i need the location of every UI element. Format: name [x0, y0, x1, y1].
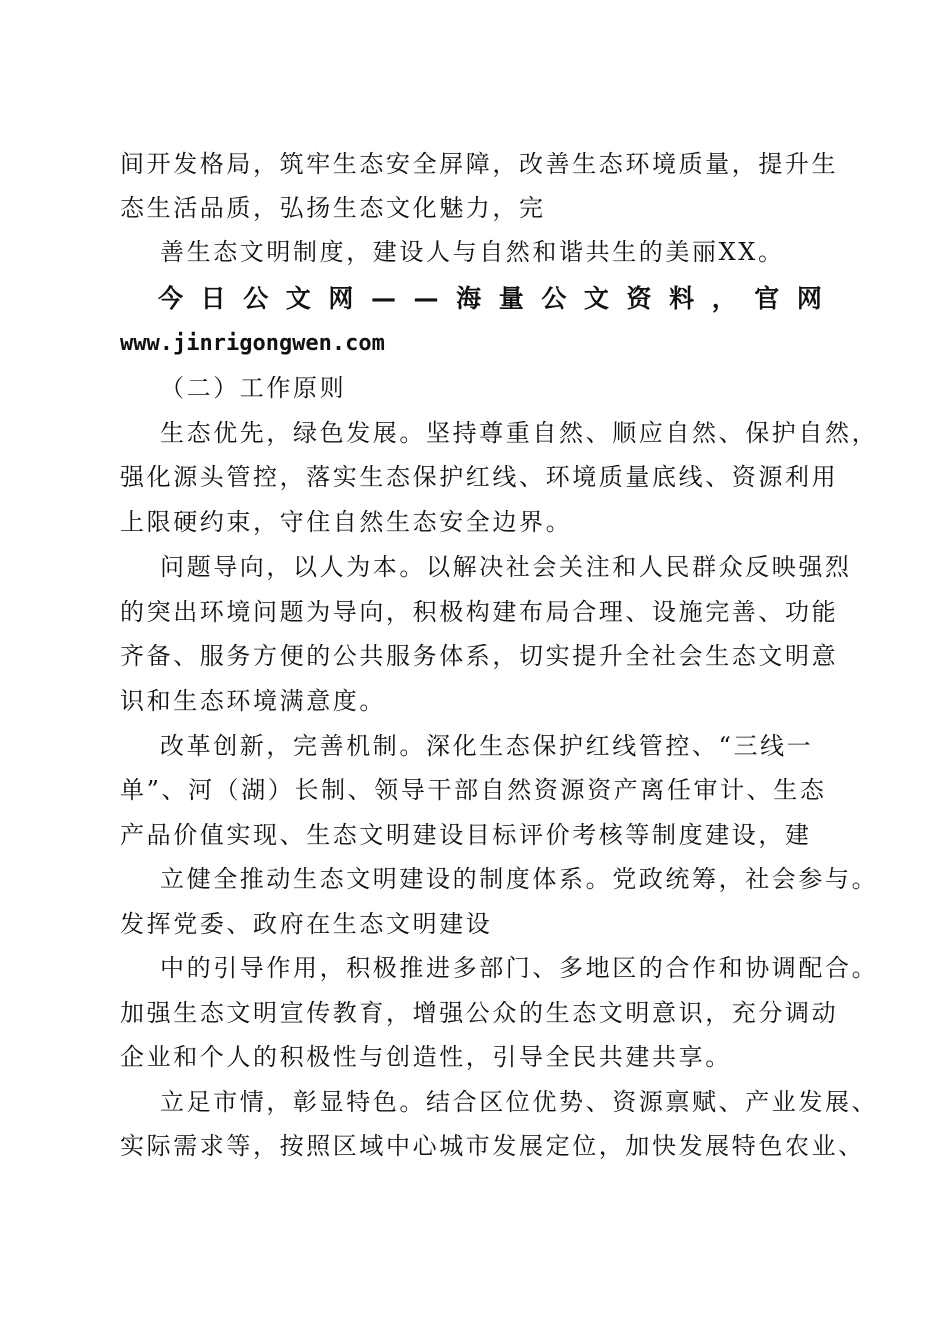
- paragraph-line: 问题导向，以人为本。以解决社会关注和人民群众反映强烈: [160, 553, 852, 581]
- paragraph-line: 实际需求等，按照区域中心城市发展定位，加快发展特色农业、: [120, 1132, 865, 1160]
- paragraph-line: 上限硬约束，守住自然生态安全边界。: [120, 508, 573, 536]
- banner-char: 今: [158, 284, 184, 313]
- banner-char: 资: [626, 284, 652, 313]
- banner-char: —: [370, 284, 396, 313]
- paragraph-line: 改革创新，完善机制。深化生态保护红线管控、“三线一: [160, 732, 814, 760]
- paragraph-line: 生态优先，绿色发展。坚持尊重自然、顺应自然、保护自然，: [160, 419, 879, 447]
- paragraph-line: 立健全推动生态文明建设的制度体系。党政统筹，社会参与。: [160, 865, 879, 893]
- banner-char: 官: [754, 284, 780, 313]
- paragraph-line: 善生态文明制度，建设人与自然和谐共生的美丽XX。: [160, 238, 785, 266]
- paragraph-line: 立足市情，彰显特色。结合区位优势、资源禀赋、产业发展、: [160, 1088, 879, 1116]
- paragraph-line: 识和生态环境满意度。: [120, 687, 386, 715]
- watermark-url[interactable]: www.jinrigongwen.com: [120, 331, 385, 356]
- paragraph-line: 态生活品质，弘扬生态文化魅力，完: [120, 194, 546, 222]
- banner-char: 文: [583, 284, 609, 313]
- watermark-banner: [158, 284, 822, 314]
- banner-char: 量: [498, 284, 524, 313]
- paragraph-line: 加强生态文明宣传教育，增强公众的生态文明意识，充分调动: [120, 999, 839, 1027]
- banner-char: 公: [243, 284, 269, 313]
- paragraph-line: 的突出环境问题为导向，积极构建布局合理、设施完善、功能: [120, 598, 839, 626]
- paragraph-line: 间开发格局，筑牢生态安全屏障，改善生态环境质量，提升生: [120, 150, 839, 178]
- paragraph-line: 单”、河（湖）长制、领导干部自然资源资产离任审计、生态: [120, 776, 827, 804]
- banner-char: 网: [328, 284, 354, 313]
- section-heading: （二）工作原则: [160, 374, 347, 402]
- paragraph-line: 企业和个人的积极性与创造性，引导全民共建共享。: [120, 1043, 732, 1071]
- banner-char: 文: [285, 284, 311, 313]
- banner-char: 料: [669, 284, 695, 313]
- paragraph-line: 强化源头管控，落实生态保护红线、环境质量底线、资源利用: [120, 463, 839, 491]
- paragraph-line: 中的引导作用，积极推进多部门、多地区的合作和协调配合。: [160, 954, 879, 982]
- paragraph-line: 齐备、服务方便的公共服务体系，切实提升全社会生态文明意: [120, 642, 839, 670]
- banner-char: 日: [200, 284, 226, 313]
- banner-char: —: [413, 284, 439, 313]
- paragraph-line: 产品价值实现、生态文明建设目标评价考核等制度建设，建: [120, 821, 812, 849]
- paragraph-line: 发挥党委、政府在生态文明建设: [120, 910, 493, 938]
- banner-char: 公: [541, 284, 567, 313]
- banner-char: 网: [796, 284, 822, 313]
- banner-char: ，: [711, 284, 737, 313]
- banner-char: 海: [456, 284, 482, 313]
